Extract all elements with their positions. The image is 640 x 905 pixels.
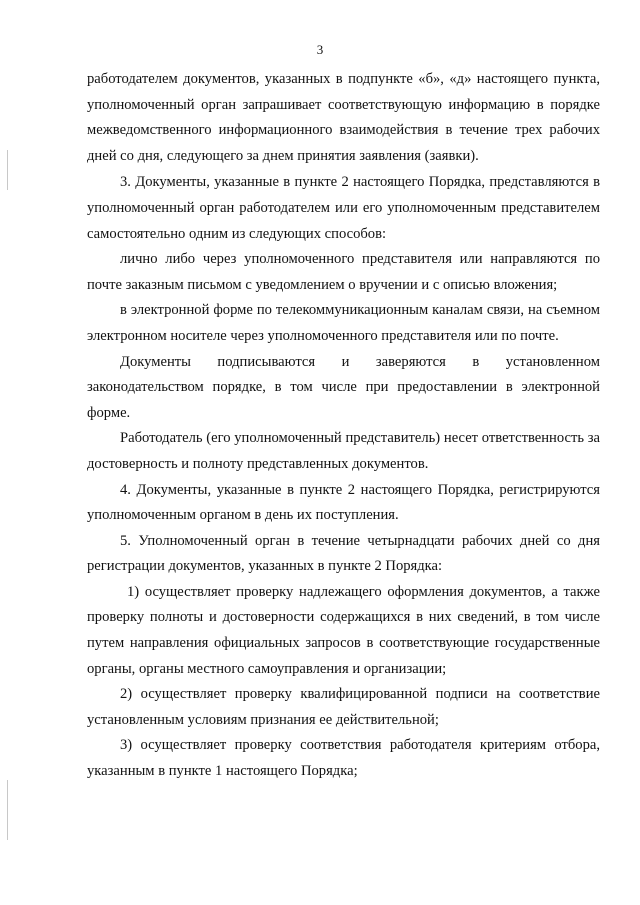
subitem-1: 1) осуществляет проверку надлежащего оформления документов, а также проверку полноты и достоверности содержащихся в них сведений, в том числе путем направления официальных запросов в соответствующие государственные органы, органы местного самоуправления и организации; bbox=[87, 583, 600, 677]
paragraph-item-3: 3. Документы, указанные в пункте 2 настоящего Порядка, представляются в уполномоченный орган работодателем или его уполномоченным представителем самостоятельно одним из следующих способов: bbox=[87, 174, 600, 242]
paragraph: работодателем документов, указанных в подпункте «б», «д» настоящего пункта, уполномоченный орган запрашивает соответствующую информацию в порядке межведомственного информационного взаимодействия в течение трех рабочих дней со дня, следующего за днем принятия заявления (заявки). bbox=[87, 71, 600, 164]
paragraph: в электронной форме по телекоммуникационным каналам связи, на съемном электронном носителе через уполномоченного представителя или по почте. bbox=[87, 302, 600, 344]
page-number: 3 bbox=[316, 42, 324, 57]
subitem-3: 3) осуществляет проверку соответствия работодателя критериям отбора, указанным в пункте 1 настоящего Порядка; bbox=[87, 737, 600, 780]
subitem-2: 2) осуществляет проверку квалифицированной подписи на соответствие установленным условиям признания ее действительной; bbox=[87, 686, 600, 728]
paragraph: лично либо через уполномоченного представителя или направляются по почте заказным письмом с уведомлением о вручении и с описью вложения; bbox=[87, 251, 600, 293]
paragraph-item-5: 5. Уполномоченный орган в течение четырнадцати рабочих дней со дня регистрации документов, указанных в пункте 2 Порядка: bbox=[87, 532, 600, 575]
paragraph-item-4: 4. Документы, указанные в пункте 2 настоящего Порядка, регистрируются уполномоченным органом в день их поступления. bbox=[87, 481, 600, 524]
document-body bbox=[87, 67, 600, 785]
paragraph: Документы подписываются и заверяются в установленном законодательством порядке, в том числе при предоставлении в электронной форме. bbox=[87, 353, 600, 421]
paragraph: Работодатель (его уполномоченный представитель) несет ответственность за достоверность и полноту представленных документов. bbox=[87, 430, 600, 472]
scan-margin-mark bbox=[7, 150, 8, 190]
scan-margin-mark bbox=[7, 780, 8, 840]
